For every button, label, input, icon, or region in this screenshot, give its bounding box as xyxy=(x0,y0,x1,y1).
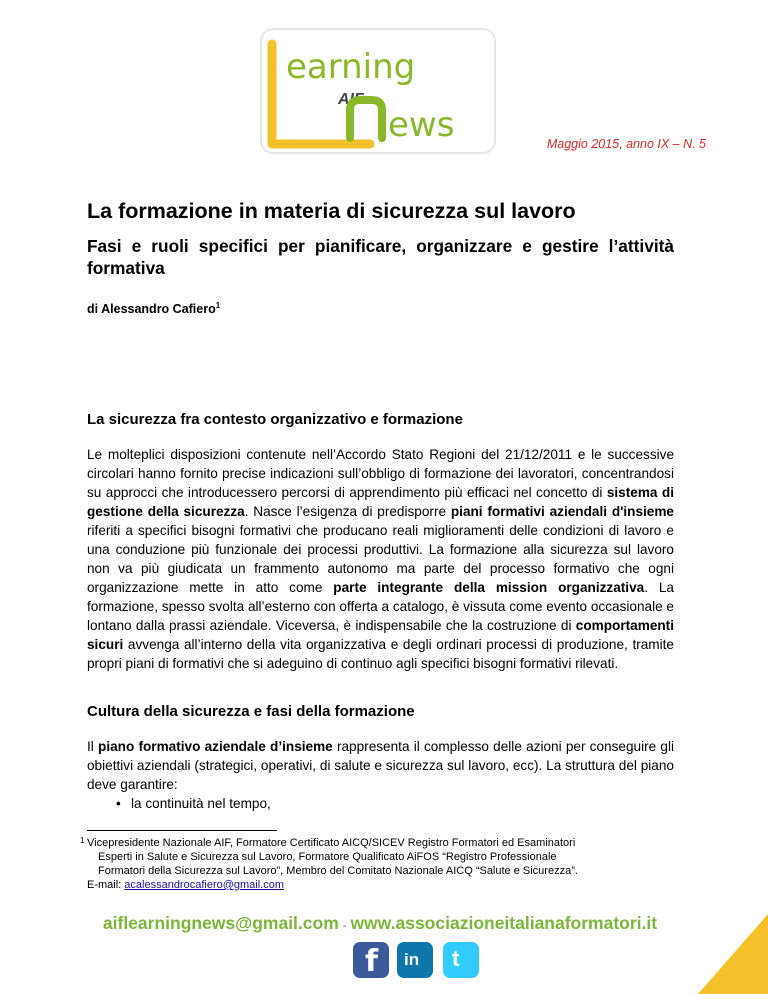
logo-word-learning: earning xyxy=(286,47,416,87)
contact-line: aiflearningnews@gmail.com - www.associazioneitalianaformatori.it xyxy=(102,913,658,933)
footnote-email-link[interactable]: acalessandrocafiero@gmail.com xyxy=(124,879,285,891)
logo-letter-n xyxy=(350,100,382,138)
logo-mark-aif: AIF xyxy=(338,91,364,108)
contact-email[interactable]: aiflearningnews@gmail.com xyxy=(102,913,339,933)
footnote-ref: 1 xyxy=(215,301,221,310)
section-heading-1: La sicurezza fra contesto organizzativo e formazione xyxy=(87,411,463,428)
footnote: 1 Vicepresidente Nazionale AIF, Formatore Certificato AICQ/SICEV Registro Formatori ed Esaminatori Esperti in Salute e Sicurezza sul Lavoro, Formatore Qualificato AiFOS “Registro Professionale Formatori della Sicurezza sul Lavoro”, Membro del Comitato Nazionale AICQ “Salute e Sicurezza”. E-mail: acalessandrocafiero@gmail.com xyxy=(80,836,578,891)
author-name: di Alessandro Cafiero xyxy=(87,302,216,317)
facebook-icon[interactable]: f xyxy=(353,942,389,978)
article-title: La formazione in materia di sicurezza sul lavoro xyxy=(87,199,576,223)
logo-word-news: ews xyxy=(388,105,455,145)
linkedin-icon[interactable]: in xyxy=(397,942,433,978)
footnote-divider xyxy=(87,830,277,831)
bullet-icon: • xyxy=(116,796,121,811)
author-line xyxy=(87,301,220,316)
section-heading-2: Cultura della sicurezza e fasi della formazione xyxy=(87,703,415,720)
corner-triangle-decoration xyxy=(698,914,768,994)
learning-news-logo xyxy=(258,26,498,156)
list-item: • la continuità nel tempo, xyxy=(116,796,271,811)
section1-paragraph: Le molteplici disposizioni contenute nell’Accordo Stato Regioni del 21/12/2011 e le successive circolari hanno fornito precise indicazioni sull’obbligo di formazione dei lavoratori, concentrandosi su approcci che introducessero percorsi di apprendimento più efficaci nel concetto di sistema di gestione della sicurezza. Nasce l’esigenza di predisporre piani formativi aziendali d'insieme riferiti a specifici bisogni formativi che producano reali miglioramenti delle condizioni di lavoro e una conduzione più funzionale dei processi produttivi. La formazione alla sicurezza sul lavoro non va più giudicata un frammento autonomo ma parte del processo formativo che ogni organizzazione mette in atto come parte integrante della mission organizzativa. La formazione, spesso svolta all’esterno con offerta a catalogo, è vissuta come evento occasionale e lontano dalla prassi aziendale. Viceversa, è indispensabile che la costruzione di comportamenti sicuri avvenga all’interno della vita organizzativa e degli ordinari processi di produzione, tramite propri piani di formativi che si adeguino di continuo agli specifici bisogni formativi rilevati. xyxy=(87,447,674,671)
twitter-icon[interactable]: t xyxy=(443,942,479,978)
issue-date: Maggio 2015, anno IX – N. 5 xyxy=(546,137,706,151)
section2-paragraph: Il piano formativo aziendale d’insieme rappresenta il complesso delle azioni per conseguire gli obiettivi aziendali (strategici, operativi, di salute e sicurezza sul lavoro, ecc). La struttura del piano deve garantire: xyxy=(87,739,674,792)
footnote-number: 1 xyxy=(80,836,85,845)
contact-website[interactable]: www.associazioneitalianaformatori.it xyxy=(350,913,658,933)
article-subtitle: Fasi e ruoli specifici per pianificare, organizzare e gestire l’attività formativa xyxy=(87,236,674,278)
